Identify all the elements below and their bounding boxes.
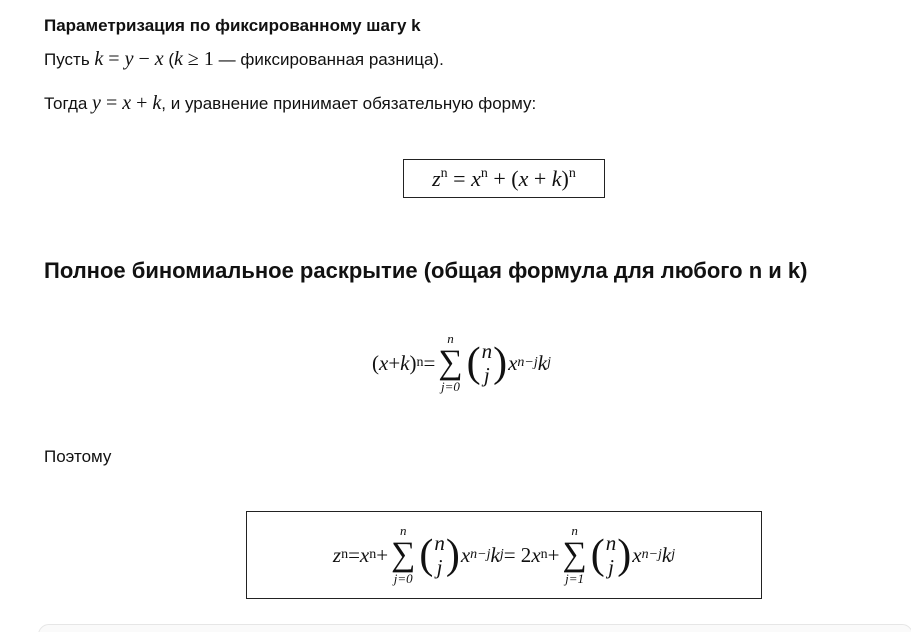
var-x: x [359,542,370,567]
exp-n: n [568,165,576,181]
binomial-coefficient-1 [419,531,460,579]
var-x: x [632,542,642,567]
sum-lower-limit: j=1 [565,571,585,586]
intro-suffix: — фиксированная разница). [213,50,444,69]
binom-top: n [434,531,445,555]
binom-bottom: j [483,363,490,387]
sigma-icon: ∑ [438,344,463,381]
var-k: k [152,92,162,114]
exp-n: n [440,165,448,181]
paren-open: ( [372,350,379,375]
binomial-heading: Полное биномиальное раскрытие (общая формула для любого n и k) [44,258,808,283]
sum-operator-2 [562,524,586,586]
exp-j: j [547,355,551,370]
message-composer[interactable] [38,624,911,632]
var-z: z [332,542,342,567]
exp-n: n [480,165,488,181]
binom-bottom: j [436,555,443,579]
plus-sign: + [547,542,560,567]
eq-sign: = [447,165,472,191]
exp-n-minus-j: n−j [641,547,662,562]
left-paren-icon: ( [466,340,481,386]
sigma-icon: ∑ [391,536,416,573]
binom-bottom: j [608,555,614,579]
var-x: x [531,542,541,567]
left-paren-icon: ( [590,532,605,578]
var-y: y [124,48,134,70]
sum-operator [438,332,462,394]
intro-prefix: Пусть [44,50,95,69]
eq-sign: = [100,92,123,114]
var-k: k [490,542,500,567]
var-x: x [122,92,132,114]
var-k: k [400,350,410,375]
var-k: k [174,48,183,70]
plus-sign: + [131,92,153,114]
plus-sign: + [528,165,552,191]
exp-n-minus-j: n−j [470,547,491,562]
exp-j: j [499,547,504,562]
right-paren-icon: ) [445,532,460,578]
var-x: x [471,165,481,191]
intro-math [94,48,163,70]
ge-one: ≥ 1 [182,48,214,70]
section-heading: Параметризация по фиксированному шагу k [44,16,421,35]
eq-two: = 2 [503,542,532,567]
paren-close: ) [561,165,569,191]
intro-math-2 [174,48,214,70]
paren-open: ( [163,50,175,69]
binomial-formula: ( x + k ) n = n ∑ j=0 ( n j ) x n−j k j [372,331,551,394]
sum-upper-limit: n [399,523,407,538]
intro-paragraph [44,48,444,71]
eq-sign: = [103,48,125,70]
plus-sign: + [376,542,389,567]
therefore-text: Поэтому [44,447,112,466]
then-paragraph [44,92,536,115]
paren-close: ) [409,350,417,375]
right-paren-icon: ) [493,340,508,386]
sum-lower-limit: j=0 [393,571,413,586]
right-paren-icon: ) [617,532,632,578]
var-y: y [92,92,101,114]
binom-top: n [481,339,493,363]
exp-j: j [671,547,676,562]
var-x: x [154,48,164,70]
eq-sign: = [348,542,360,567]
sigma-icon: ∑ [562,536,587,573]
var-k: k [537,350,548,375]
var-x: x [460,542,471,567]
binomial-coefficient-2 [591,531,632,579]
then-prefix: Тогда [44,94,93,113]
plus-sign: + [388,350,401,375]
var-x: x [508,350,518,375]
var-k: k [661,542,672,567]
var-x: x [379,350,389,375]
var-k: k [551,165,562,191]
sum-upper-limit: n [571,523,578,538]
sum-operator-1 [391,524,415,586]
binomial-coefficient [467,339,508,387]
var-x: x [518,165,529,191]
minus-sign: − [133,48,155,70]
then-suffix: , и уравнение принимает обязательную форму: [161,94,537,113]
eq-sign: = [423,350,436,375]
binom-top: n [605,531,617,555]
var-z: z [432,165,441,191]
sum-upper-limit: n [447,331,454,346]
then-math [92,92,161,114]
exp-n-minus-j: n−j [517,355,538,370]
sum-lower-limit: j=0 [441,379,460,394]
var-k: k [94,48,104,70]
boxed-equation-1 [403,159,605,198]
left-paren-icon: ( [419,532,434,578]
plus-open: + ( [487,165,519,191]
boxed-equation-2: z n = x n + n ∑ j=0 ( n j ) x n−j k j = 2 x n + n ∑ j=1 ( n j ) x n−j k j [246,511,762,599]
